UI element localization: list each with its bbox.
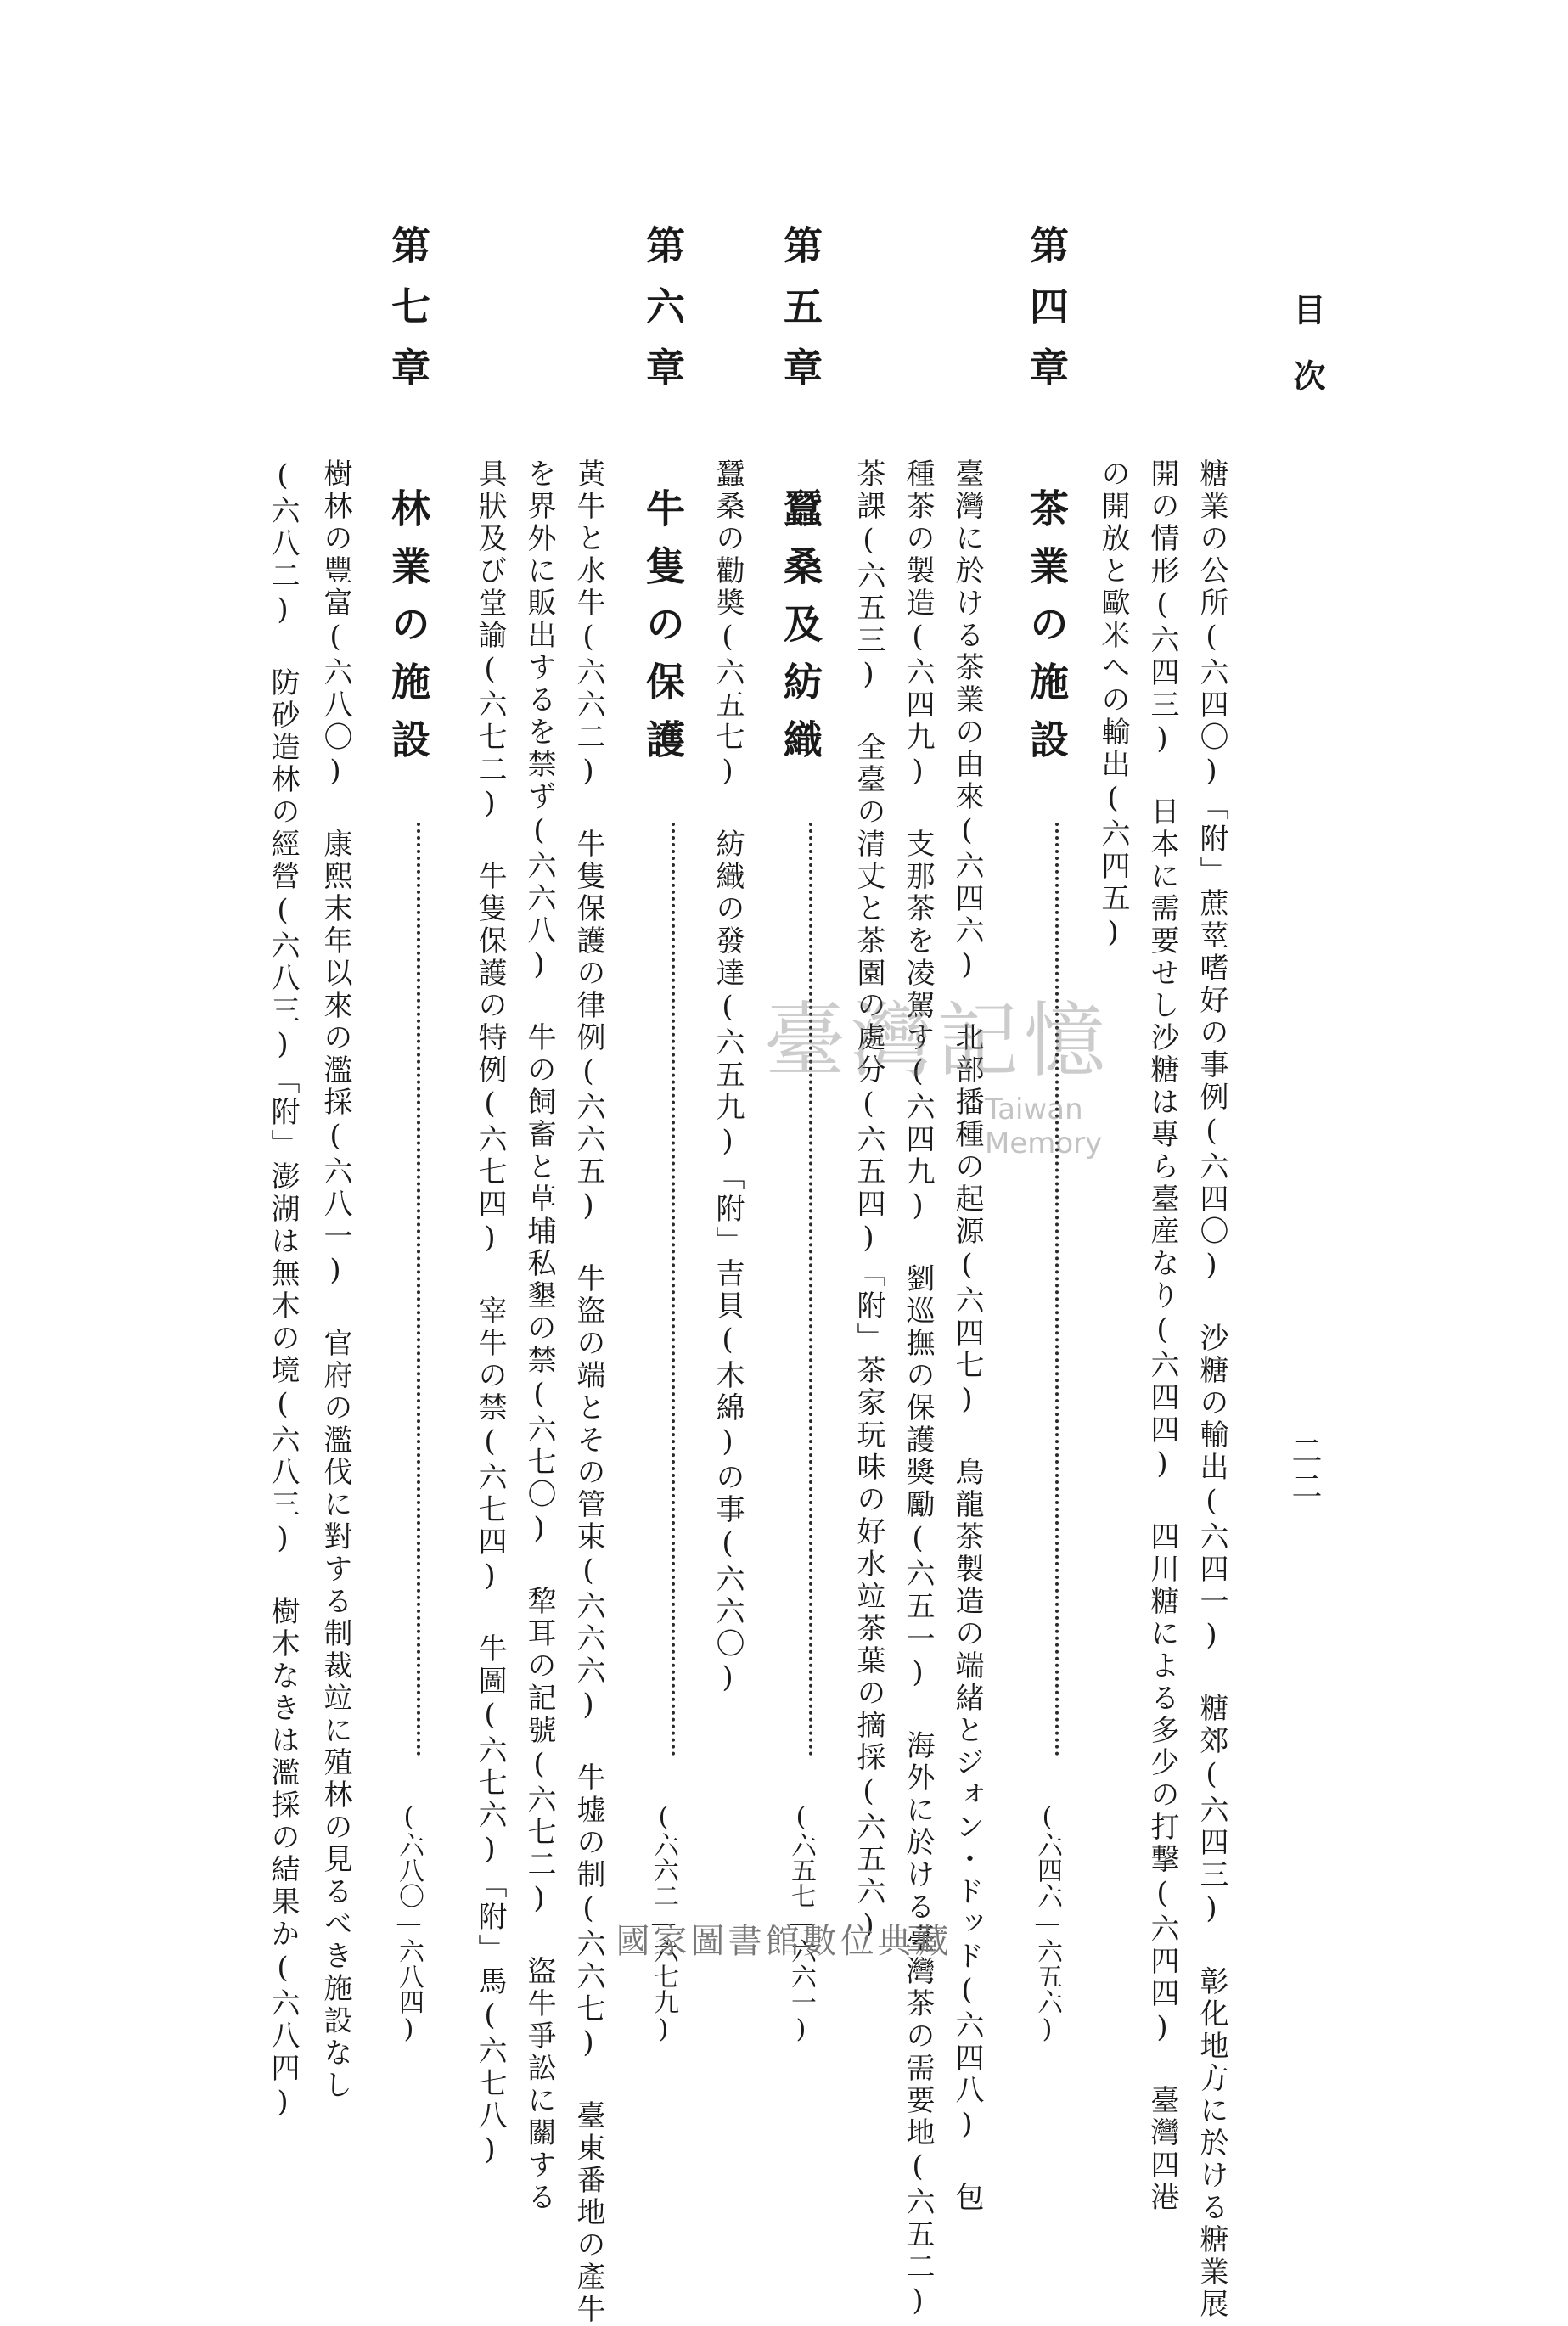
toc-entry-line: 臺灣に於ける茶業の由來(六四六) 北部播種の起源(六四七) 烏龍茶製造の端緒とジォン・ドッド(六四八) 包: [950, 458, 984, 2214]
chapter-page-range: (六五七—六六一): [786, 1802, 816, 2044]
toc-entry-line: (六八二) 防砂造林の經營(六八三)「附」澎湖は無木の境(六八三) 樹木なきは濫採の結果か(六八四): [266, 458, 300, 2122]
leader-dots: [672, 823, 675, 1756]
leader-dots: [417, 823, 420, 1756]
toc-entry-line: 具狀及び堂諭(六七二) 牛隻保護の特例(六七四) 宰牛の禁(六七四) 牛圖(六七六)「附」馬(六七八): [473, 458, 507, 2170]
chapter-heading: [385, 225, 431, 2044]
page-number: 二二: [1287, 1435, 1322, 1506]
chapter-heading: [1024, 225, 1070, 2044]
toc-entry-line: 黃牛と水牛(六六二) 牛隻保護の律例(六六五) 牛盜の端とその管束(六六六) 牛墟の制(六六七) 臺東番地の產牛: [571, 458, 605, 2326]
watermark-logo: [764, 976, 1206, 1160]
leader-dots: [1055, 823, 1059, 1756]
toc-entry-line: 開の情形(六四三) 日本に需要せし沙糖は專ら臺産なり(六四四) 四川糖による多少の打撃(六四四) 臺灣四港: [1145, 458, 1179, 2214]
chapter-title: 林業の施設: [385, 488, 431, 777]
chapter-page-range: (六四六—六五六): [1032, 1802, 1062, 2044]
chapter-number: 第六章: [640, 225, 686, 408]
toc-entry-line: 樹林の豐富(六八〇) 康熙末年以來の濫採(六八一) 官府の濫伐に對する制裁竝に殖林の見るべき施設なし: [318, 458, 352, 2102]
toc-entry-line: 糖業の公所(六四〇)「附」蔗莖嗜好の事例(六四〇) 沙糖の輸出(六四一) 糖郊(六四三) 彰化地方に於ける糖業展: [1194, 458, 1228, 2321]
toc-entry-line: 蠶桑の勸奬(六五七) 紡織の發達(六五九)「附」吉貝(木綿)の事(六六〇): [711, 458, 745, 1698]
chapter-page-range: (六六二—六七九): [649, 1802, 678, 2044]
chapter-heading: [778, 225, 823, 2044]
watermark-chinese: 臺灣記憶: [764, 993, 1110, 1088]
chapter-title: 牛隻の保護: [640, 488, 686, 777]
chapter-page-range: (六八〇—六八四): [394, 1802, 424, 2044]
chapter-number: 第五章: [778, 225, 823, 408]
toc-entry-line: 茶課(六五三) 全臺の清丈と茶園の處分(六五四)「附」茶家玩味の好水竝茶葉の摘採(六五六): [851, 458, 885, 1946]
toc-entry-line: を界外に販出するを禁ず(六六八) 牛の飼畜と草埔私墾の禁(六七〇) 犂耳の記號(六七二) 盜牛爭訟に關する: [522, 458, 556, 2214]
watermark-english: Taiwan Memory: [985, 1093, 1103, 1160]
toc-entry-line: 種茶の製造(六四九) 支那茶を凌駕す(六四九) 劉巡撫の保護獎勵(六五一) 海外に於ける臺灣茶の需要地(六五二): [901, 458, 935, 2321]
toc-entry-line: の開放と歐米への輸出(六四五): [1096, 458, 1130, 952]
chapter-title: 蠶桑及紡織: [778, 488, 823, 777]
page-header-title: 目次: [1288, 293, 1326, 425]
chapter-number: 第七章: [385, 225, 431, 408]
leader-dots: [809, 823, 812, 1756]
chapter-heading: [640, 225, 686, 2044]
chapter-title: 茶業の施設: [1024, 488, 1070, 777]
chapter-number: 第四章: [1024, 225, 1070, 408]
footer-credit: 國家圖書館數位典藏: [615, 1922, 953, 1961]
